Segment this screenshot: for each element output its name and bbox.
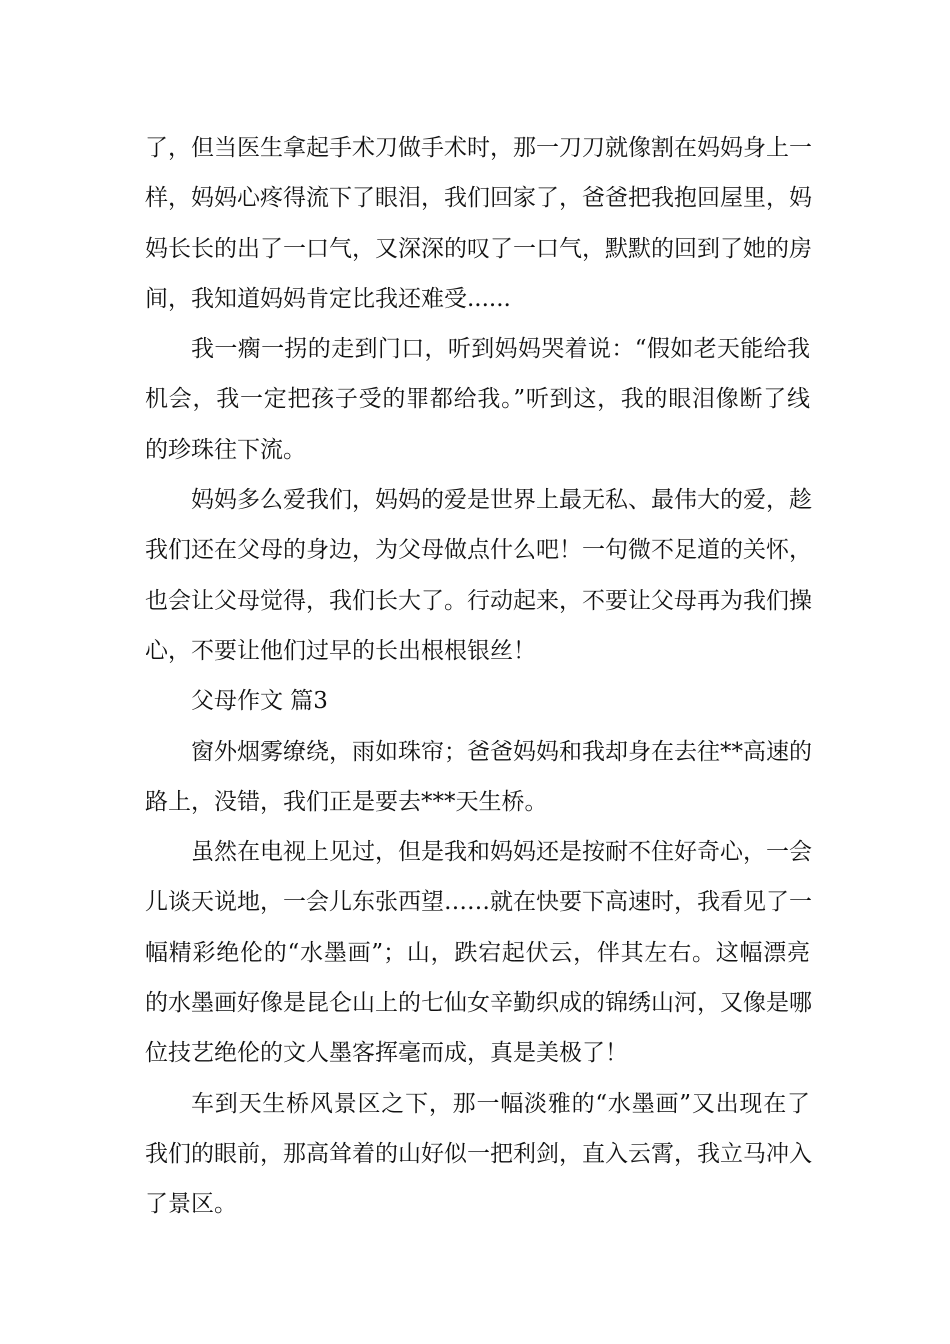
text-line: 位技艺绝伦的文人墨客挥毫而成，真是美极了！ (145, 1040, 628, 1067)
text-line: 幅精彩绝伦的“水墨画”；山，跌宕起伏云，伴其左右。这幅漂亮 (145, 939, 810, 966)
section-heading: 父母作文 篇3 (191, 688, 328, 715)
text-line: 了，但当医生拿起手术刀做手术时，那一刀刀就像割在妈妈身上一 (145, 135, 812, 161)
text-line: 我一瘸一拐的走到门口，听到妈妈哭着说：“假如老天能给我 (191, 336, 810, 363)
text-line: 机会，我一定把孩子受的罪都给我。”听到这，我的眼泪像断了线 (145, 386, 810, 413)
text-line: 间，我知道妈妈肯定比我还难受...... (145, 285, 511, 312)
text-line: 也会让父母觉得，我们长大了。行动起来，不要让父母再为我们操 (145, 587, 812, 614)
text-line: 车到天生桥风景区之下，那一幅淡雅的“水墨画”又出现在了 (191, 1090, 810, 1117)
text-line: 儿谈天说地，一会儿东张西望……就在快要下高速时，我看见了一 (145, 889, 812, 916)
text-line: 的珍珠往下流。 (145, 436, 306, 463)
text-line: 心，不要让他们过早的长出根根银丝！ (145, 637, 536, 664)
text-line: 妈长长的出了一口气，又深深的叹了一口气，默默的回到了她的房 (145, 235, 812, 262)
body-text (145, 123, 810, 1230)
text-line: 的水墨画好像是昆仑山上的七仙女辛勤织成的锦绣山河，又像是哪 (145, 990, 812, 1017)
text-line: 我们还在父母的身边，为父母做点什么吧！一句微不足道的关怀， (145, 537, 812, 564)
text-line: 妈妈多么爱我们，妈妈的爱是世界上最无私、最伟大的爱，趁 (191, 487, 812, 514)
text-line: 虽然在电视上见过，但是我和妈妈还是按耐不住好奇心，一会 (191, 839, 812, 866)
text-line: 我们的眼前，那高耸着的山好似一把利剑，直入云霄，我立马冲入 (145, 1140, 812, 1167)
text-line: 样，妈妈心疼得流下了眼泪，我们回家了，爸爸把我抱回屋里，妈 (145, 185, 812, 212)
text-line: 窗外烟雾缭绕，雨如珠帘；爸爸妈妈和我却身在去往**高速的 (191, 738, 812, 765)
text-line: 路上，没错，我们正是要去***天生桥。 (145, 788, 548, 815)
text-line: 了景区。 (145, 1191, 237, 1218)
